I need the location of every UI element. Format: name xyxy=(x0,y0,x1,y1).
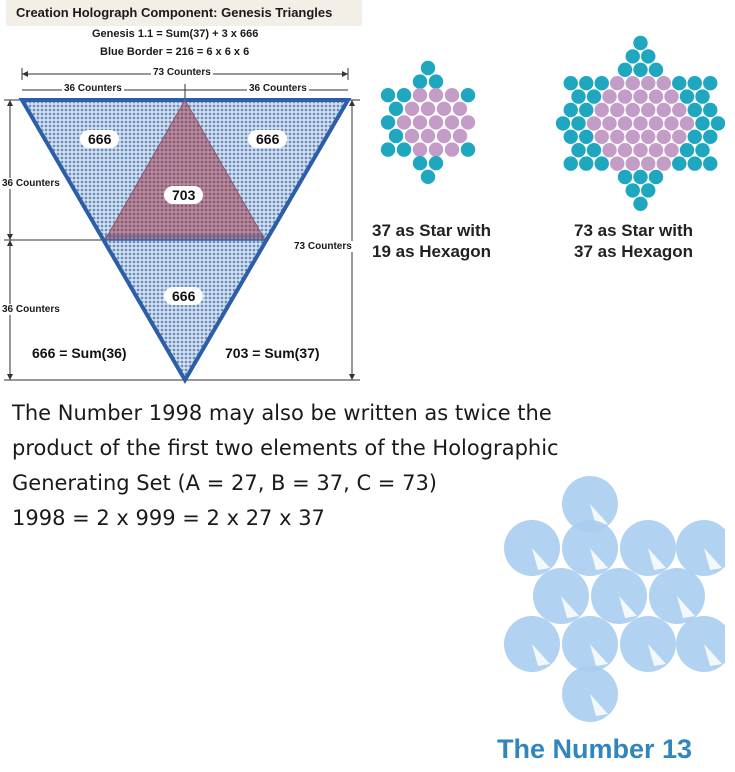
star-73-dot xyxy=(633,143,647,157)
star-37-dot xyxy=(429,156,443,170)
star-73-dot xyxy=(633,36,647,50)
star-73-dot xyxy=(618,143,632,157)
genesis-triangle-diagram xyxy=(0,60,365,390)
star-73-dot xyxy=(564,103,578,117)
star-73-dot xyxy=(587,89,601,103)
star-37-dot xyxy=(437,102,451,116)
star-73-dot xyxy=(595,130,609,144)
star-37-dot xyxy=(381,142,395,156)
star-73-dot xyxy=(688,103,702,117)
star-73-dot xyxy=(564,156,578,170)
star-73-dot xyxy=(626,183,640,197)
star-37-dot xyxy=(445,115,459,129)
star-73-caption-line2: 37 as Hexagon xyxy=(574,242,694,261)
star-73-dot xyxy=(695,143,709,157)
star-73-dot xyxy=(618,89,632,103)
star-73-dot xyxy=(695,116,709,130)
region-top-left-label: 666 xyxy=(80,130,119,148)
star-73-dot xyxy=(688,156,702,170)
star-73-dot xyxy=(626,76,640,90)
star-73-dot xyxy=(649,116,663,130)
star-73-dot xyxy=(672,156,686,170)
star-37-dot xyxy=(413,142,427,156)
star-73-dot xyxy=(649,170,663,184)
star-73-dot xyxy=(688,76,702,90)
star-73-dot xyxy=(664,116,678,130)
star-73-dot xyxy=(672,103,686,117)
star-37-dot xyxy=(461,142,475,156)
star-37-dot xyxy=(421,129,435,143)
star-73-dot xyxy=(680,116,694,130)
dim-top-total-label: 73 Counters xyxy=(153,67,211,78)
star-37-dot xyxy=(429,88,443,102)
star-37-dot xyxy=(389,102,403,116)
star-73-dot xyxy=(633,116,647,130)
star-37-dot xyxy=(397,142,411,156)
number-13-circles-diagram xyxy=(480,470,725,735)
star-37-dot xyxy=(453,102,467,116)
star-73-dot xyxy=(564,76,578,90)
star-37-dot xyxy=(381,115,395,129)
star-73-caption xyxy=(574,220,693,262)
star-73-dot xyxy=(641,103,655,117)
paragraph-line-2: product of the first two elements of the Holographic xyxy=(12,436,559,460)
star-73-dot xyxy=(641,183,655,197)
star-37-dot xyxy=(421,102,435,116)
star-37-dot xyxy=(405,102,419,116)
star-73-dot xyxy=(626,130,640,144)
star-73-dot xyxy=(664,143,678,157)
star-73-dot xyxy=(695,89,709,103)
star-73-dot xyxy=(664,89,678,103)
star-73-dot xyxy=(703,76,717,90)
star-73-dot xyxy=(571,89,585,103)
star-37-dot xyxy=(405,129,419,143)
formula-left: 666 = Sum(36) xyxy=(32,345,127,361)
dim-top-left-label: 36 Counters xyxy=(64,83,122,94)
star-73-dot xyxy=(610,156,624,170)
star-73-dot xyxy=(657,156,671,170)
star-73-dot xyxy=(688,130,702,144)
star-73-dot xyxy=(649,143,663,157)
star-37-dot xyxy=(445,142,459,156)
star-37-dot xyxy=(421,61,435,75)
figure-subtitle-genesis: Genesis 1.1 = Sum(37) + 3 x 666 xyxy=(92,28,259,40)
star-73-dot xyxy=(649,63,663,77)
star-73-dot xyxy=(587,116,601,130)
star-73-dot xyxy=(602,143,616,157)
figure-title: Creation Holograph Component: Genesis Triangles xyxy=(6,0,362,26)
number-13-title: The Number 13 xyxy=(497,734,693,764)
star-37-dot xyxy=(429,142,443,156)
star-37-dot xyxy=(437,129,451,143)
star-37-diagram xyxy=(378,60,498,200)
star-73-dot xyxy=(633,197,647,211)
star-73-dot xyxy=(703,156,717,170)
star-73-dot xyxy=(602,89,616,103)
star-73-dot xyxy=(556,116,570,130)
star-73-dot xyxy=(703,130,717,144)
star-37-dot xyxy=(413,115,427,129)
star-73-dot xyxy=(618,63,632,77)
star-73-dot xyxy=(626,156,640,170)
star-73-dot xyxy=(680,89,694,103)
dim-right-label: 73 Counters xyxy=(294,241,352,252)
star-37-dot xyxy=(429,74,443,88)
star-37-caption-line2: 19 as Hexagon xyxy=(372,242,492,261)
star-73-dot xyxy=(657,130,671,144)
star-37-dot xyxy=(397,115,411,129)
star-37-dot xyxy=(445,88,459,102)
paragraph-line-3: Generating Set (A = 27, B = 37, C = 73) xyxy=(12,471,437,495)
star-73-dot xyxy=(595,103,609,117)
star-73-dot xyxy=(641,49,655,63)
star-73-dot xyxy=(703,103,717,117)
star-37-dot xyxy=(397,88,411,102)
star-73-dot xyxy=(649,89,663,103)
star-73-dot xyxy=(571,116,585,130)
star-73-dot xyxy=(587,143,601,157)
star-37-caption-line1: 37 as Star with xyxy=(372,221,492,240)
star-73-dot xyxy=(641,156,655,170)
figure-subtitle-blue-border: Blue Border = 216 = 6 x 6 x 6 xyxy=(100,46,250,58)
region-center-label: 703 xyxy=(164,186,203,204)
star-73-dot xyxy=(633,63,647,77)
star-73-dot xyxy=(610,76,624,90)
star-73-dot xyxy=(680,143,694,157)
star-73-dot xyxy=(657,103,671,117)
region-bottom-label: 666 xyxy=(164,287,203,305)
star-73-dot xyxy=(610,103,624,117)
paragraph-line-4: 1998 = 2 x 999 = 2 x 27 x 37 xyxy=(12,506,325,530)
star-37-dot xyxy=(421,170,435,184)
star-73-dot xyxy=(610,130,624,144)
star-37-dot xyxy=(381,88,395,102)
dim-left-upper-label: 36 Counters xyxy=(2,178,60,189)
star-73-dot xyxy=(618,116,632,130)
star-73-dot xyxy=(626,49,640,63)
star-73-dot xyxy=(626,103,640,117)
star-37-dot xyxy=(389,129,403,143)
star-73-dot xyxy=(571,143,585,157)
dim-left-lower-label: 36 Counters xyxy=(2,304,60,315)
star-73-dot xyxy=(579,156,593,170)
star-73-dot xyxy=(602,116,616,130)
paragraph-line-1: The Number 1998 may also be written as twice the xyxy=(12,401,552,425)
star-73-dot xyxy=(711,116,725,130)
star-73-dot xyxy=(633,89,647,103)
star-37-dot xyxy=(413,156,427,170)
star-73-dot xyxy=(579,130,593,144)
star-73-dot xyxy=(633,170,647,184)
dim-top-right-label: 36 Counters xyxy=(249,83,307,94)
star-37-dot xyxy=(453,129,467,143)
star-73-dot xyxy=(672,130,686,144)
star-37-dot xyxy=(461,88,475,102)
star-73-dot xyxy=(672,76,686,90)
star-37-dot xyxy=(413,88,427,102)
star-73-diagram xyxy=(555,34,725,216)
formula-right: 703 = Sum(37) xyxy=(225,345,320,361)
star-37-dot xyxy=(413,74,427,88)
star-73-caption-line1: 73 as Star with xyxy=(574,221,694,240)
star-73-dot xyxy=(595,76,609,90)
star-73-dot xyxy=(564,130,578,144)
star-73-dot xyxy=(641,130,655,144)
star-73-dot xyxy=(595,156,609,170)
star-37-dot xyxy=(461,115,475,129)
star-73-dot xyxy=(657,76,671,90)
star-37-caption xyxy=(372,220,491,262)
star-37-dot xyxy=(429,115,443,129)
star-73-dot xyxy=(579,103,593,117)
region-top-right-label: 666 xyxy=(248,130,287,148)
star-73-dot xyxy=(618,170,632,184)
star-73-dot xyxy=(641,76,655,90)
star-73-dot xyxy=(579,76,593,90)
